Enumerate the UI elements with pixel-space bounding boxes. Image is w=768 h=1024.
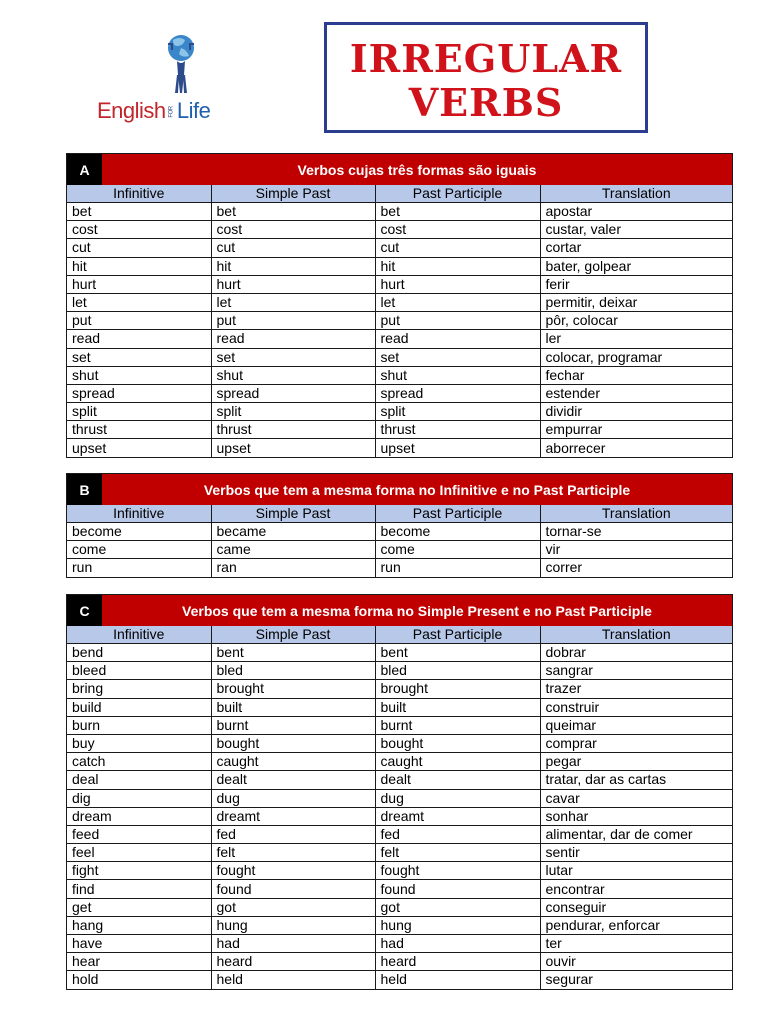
cell-infinitive: let	[67, 293, 211, 311]
cell-past-participle: come	[375, 541, 540, 559]
cell-translation: aborrecer	[540, 439, 732, 457]
section-header	[67, 474, 732, 505]
cell-infinitive: bleed	[67, 662, 211, 680]
cell-translation: construir	[540, 698, 732, 716]
cell-translation: cortar	[540, 239, 732, 257]
cell-infinitive: upset	[67, 439, 211, 457]
table-row	[67, 239, 732, 257]
cell-translation: queimar	[540, 716, 732, 734]
cell-translation: colocar, programar	[540, 348, 732, 366]
cell-simple-past: dreamt	[211, 807, 375, 825]
table-row	[67, 880, 732, 898]
logo-wordmark	[97, 98, 210, 124]
cell-translation: sentir	[540, 844, 732, 862]
cell-simple-past: felt	[211, 844, 375, 862]
cell-translation: pegar	[540, 753, 732, 771]
table-row	[67, 862, 732, 880]
column-header-simple-past: Simple Past	[211, 185, 375, 203]
cell-infinitive: hang	[67, 916, 211, 934]
cell-infinitive: burn	[67, 716, 211, 734]
column-header-past-participle: Past Participle	[375, 185, 540, 203]
cell-simple-past: got	[211, 898, 375, 916]
table-row	[67, 916, 732, 934]
cell-translation: sangrar	[540, 662, 732, 680]
cell-translation: empurrar	[540, 421, 732, 439]
section-letter: B	[67, 474, 102, 505]
title-box	[324, 22, 648, 133]
table-row	[67, 403, 732, 421]
cell-infinitive: bring	[67, 680, 211, 698]
cell-simple-past: fought	[211, 862, 375, 880]
column-header-infinitive: Infinitive	[67, 505, 211, 523]
cell-translation: lutar	[540, 862, 732, 880]
cell-infinitive: hit	[67, 257, 211, 275]
cell-translation: bater, golpear	[540, 257, 732, 275]
cell-past-participle: fought	[375, 862, 540, 880]
cell-simple-past: dug	[211, 789, 375, 807]
cell-simple-past: hurt	[211, 275, 375, 293]
cell-translation: tratar, dar as cartas	[540, 771, 732, 789]
table-row	[67, 898, 732, 916]
cell-past-participle: hung	[375, 916, 540, 934]
table-row	[67, 203, 732, 221]
table-row	[67, 734, 732, 752]
cell-translation: permitir, deixar	[540, 293, 732, 311]
table-row	[67, 257, 732, 275]
cell-past-participle: bet	[375, 203, 540, 221]
cell-infinitive: cost	[67, 221, 211, 239]
cell-past-participle: thrust	[375, 421, 540, 439]
table-row	[67, 644, 732, 662]
table-row	[67, 753, 732, 771]
verbs-table	[67, 505, 732, 577]
column-header-simple-past: Simple Past	[211, 626, 375, 644]
section-a	[66, 153, 733, 458]
cell-simple-past: ran	[211, 559, 375, 577]
cell-past-participle: split	[375, 403, 540, 421]
cell-infinitive: feed	[67, 825, 211, 843]
cell-translation: dobrar	[540, 644, 732, 662]
cell-past-participle: dreamt	[375, 807, 540, 825]
cell-past-participle: caught	[375, 753, 540, 771]
cell-infinitive: cut	[67, 239, 211, 257]
column-header-past-participle: Past Participle	[375, 505, 540, 523]
table-row	[67, 935, 732, 953]
cell-translation: tornar-se	[540, 523, 732, 541]
cell-simple-past: put	[211, 312, 375, 330]
column-header-infinitive: Infinitive	[67, 185, 211, 203]
cell-simple-past: thrust	[211, 421, 375, 439]
cell-translation: comprar	[540, 734, 732, 752]
cell-simple-past: shut	[211, 366, 375, 384]
cell-past-participle: fed	[375, 825, 540, 843]
cell-infinitive: become	[67, 523, 211, 541]
cell-simple-past: brought	[211, 680, 375, 698]
cell-infinitive: dig	[67, 789, 211, 807]
cell-simple-past: hung	[211, 916, 375, 934]
verbs-table	[67, 626, 732, 989]
section-c	[66, 594, 733, 990]
cell-infinitive: read	[67, 330, 211, 348]
section-letter: C	[67, 595, 102, 626]
cell-past-participle: shut	[375, 366, 540, 384]
cell-infinitive: run	[67, 559, 211, 577]
table-row	[67, 662, 732, 680]
logo-text-for: FOR	[168, 106, 175, 118]
cell-translation: custar, valer	[540, 221, 732, 239]
cell-past-participle: got	[375, 898, 540, 916]
cell-simple-past: had	[211, 935, 375, 953]
cell-translation: pendurar, enforcar	[540, 916, 732, 934]
table-row	[67, 844, 732, 862]
cell-simple-past: upset	[211, 439, 375, 457]
cell-past-participle: cut	[375, 239, 540, 257]
table-row	[67, 523, 732, 541]
cell-past-participle: become	[375, 523, 540, 541]
cell-simple-past: bled	[211, 662, 375, 680]
table-row	[67, 312, 732, 330]
cell-infinitive: put	[67, 312, 211, 330]
cell-past-participle: run	[375, 559, 540, 577]
cell-simple-past: built	[211, 698, 375, 716]
english-for-life-logo	[93, 30, 233, 130]
cell-simple-past: bent	[211, 644, 375, 662]
column-header-past-participle: Past Participle	[375, 626, 540, 644]
table-row	[67, 384, 732, 402]
cell-simple-past: split	[211, 403, 375, 421]
cell-past-participle: read	[375, 330, 540, 348]
column-header-translation: Translation	[540, 626, 732, 644]
cell-translation: ferir	[540, 275, 732, 293]
cell-translation: sonhar	[540, 807, 732, 825]
cell-infinitive: split	[67, 403, 211, 421]
cell-infinitive: find	[67, 880, 211, 898]
cell-infinitive: thrust	[67, 421, 211, 439]
table-row	[67, 439, 732, 457]
cell-past-participle: set	[375, 348, 540, 366]
section-b	[66, 473, 733, 578]
cell-simple-past: caught	[211, 753, 375, 771]
table-row	[67, 559, 732, 577]
cell-past-participle: bent	[375, 644, 540, 662]
table-row	[67, 971, 732, 989]
cell-past-participle: brought	[375, 680, 540, 698]
table-row	[67, 275, 732, 293]
table-row	[67, 825, 732, 843]
cell-simple-past: let	[211, 293, 375, 311]
cell-past-participle: burnt	[375, 716, 540, 734]
cell-translation: fechar	[540, 366, 732, 384]
cell-translation: pôr, colocar	[540, 312, 732, 330]
section-title: Verbos que tem a mesma forma no Infinitive e no Past Participle	[102, 474, 732, 505]
cell-infinitive: hold	[67, 971, 211, 989]
cell-simple-past: hit	[211, 257, 375, 275]
cell-past-participle: spread	[375, 384, 540, 402]
cell-infinitive: catch	[67, 753, 211, 771]
cell-past-participle: cost	[375, 221, 540, 239]
section-title: Verbos cujas três formas são iguais	[102, 154, 732, 185]
cell-infinitive: dream	[67, 807, 211, 825]
cell-translation: estender	[540, 384, 732, 402]
section-header	[67, 595, 732, 626]
table-row	[67, 807, 732, 825]
title-line-1: IRREGULAR	[349, 36, 623, 81]
cell-past-participle: dealt	[375, 771, 540, 789]
table-row	[67, 771, 732, 789]
section-header	[67, 154, 732, 185]
table-row	[67, 789, 732, 807]
cell-simple-past: bought	[211, 734, 375, 752]
cell-simple-past: found	[211, 880, 375, 898]
cell-past-participle: found	[375, 880, 540, 898]
cell-infinitive: bet	[67, 203, 211, 221]
section-letter: A	[67, 154, 102, 185]
column-header-translation: Translation	[540, 505, 732, 523]
cell-past-participle: let	[375, 293, 540, 311]
cell-translation: vir	[540, 541, 732, 559]
cell-simple-past: held	[211, 971, 375, 989]
cell-translation: ter	[540, 935, 732, 953]
cell-simple-past: heard	[211, 953, 375, 971]
cell-translation: encontrar	[540, 880, 732, 898]
cell-simple-past: became	[211, 523, 375, 541]
cell-infinitive: shut	[67, 366, 211, 384]
cell-translation: alimentar, dar de comer	[540, 825, 732, 843]
cell-past-participle: held	[375, 971, 540, 989]
cell-infinitive: have	[67, 935, 211, 953]
cell-infinitive: deal	[67, 771, 211, 789]
cell-translation: cavar	[540, 789, 732, 807]
globe-figure-icon	[151, 30, 211, 98]
cell-simple-past: came	[211, 541, 375, 559]
table-row	[67, 680, 732, 698]
column-header-infinitive: Infinitive	[67, 626, 211, 644]
cell-translation: ouvir	[540, 953, 732, 971]
table-row	[67, 330, 732, 348]
column-header-row	[67, 185, 732, 203]
cell-translation: trazer	[540, 680, 732, 698]
cell-past-participle: hurt	[375, 275, 540, 293]
cell-translation: dividir	[540, 403, 732, 421]
cell-simple-past: cut	[211, 239, 375, 257]
cell-past-participle: hit	[375, 257, 540, 275]
cell-simple-past: read	[211, 330, 375, 348]
cell-past-participle: built	[375, 698, 540, 716]
cell-translation: conseguir	[540, 898, 732, 916]
table-row	[67, 366, 732, 384]
cell-infinitive: set	[67, 348, 211, 366]
section-title: Verbos que tem a mesma forma no Simple Present e no Past Participle	[102, 595, 732, 626]
title-line-2: VERBS	[408, 80, 564, 125]
cell-past-participle: dug	[375, 789, 540, 807]
cell-simple-past: fed	[211, 825, 375, 843]
cell-infinitive: spread	[67, 384, 211, 402]
cell-infinitive: fight	[67, 862, 211, 880]
cell-simple-past: set	[211, 348, 375, 366]
cell-translation: ler	[540, 330, 732, 348]
cell-translation: apostar	[540, 203, 732, 221]
cell-translation: correr	[540, 559, 732, 577]
cell-simple-past: cost	[211, 221, 375, 239]
cell-simple-past: bet	[211, 203, 375, 221]
cell-infinitive: come	[67, 541, 211, 559]
cell-simple-past: burnt	[211, 716, 375, 734]
table-row	[67, 348, 732, 366]
column-header-translation: Translation	[540, 185, 732, 203]
table-row	[67, 221, 732, 239]
cell-infinitive: build	[67, 698, 211, 716]
logo-text-english: English	[97, 98, 166, 123]
cell-simple-past: dealt	[211, 771, 375, 789]
cell-infinitive: buy	[67, 734, 211, 752]
cell-past-participle: had	[375, 935, 540, 953]
table-row	[67, 716, 732, 734]
cell-past-participle: heard	[375, 953, 540, 971]
table-row	[67, 421, 732, 439]
cell-past-participle: upset	[375, 439, 540, 457]
cell-past-participle: bought	[375, 734, 540, 752]
cell-infinitive: hear	[67, 953, 211, 971]
cell-past-participle: bled	[375, 662, 540, 680]
logo-text-life: Life	[176, 98, 211, 123]
table-row	[67, 953, 732, 971]
cell-simple-past: spread	[211, 384, 375, 402]
cell-translation: segurar	[540, 971, 732, 989]
verbs-table	[67, 185, 732, 457]
column-header-row	[67, 505, 732, 523]
cell-infinitive: feel	[67, 844, 211, 862]
cell-past-participle: put	[375, 312, 540, 330]
cell-infinitive: bend	[67, 644, 211, 662]
table-row	[67, 293, 732, 311]
cell-infinitive: hurt	[67, 275, 211, 293]
table-row	[67, 698, 732, 716]
column-header-row	[67, 626, 732, 644]
cell-infinitive: get	[67, 898, 211, 916]
table-row	[67, 541, 732, 559]
cell-past-participle: felt	[375, 844, 540, 862]
column-header-simple-past: Simple Past	[211, 505, 375, 523]
